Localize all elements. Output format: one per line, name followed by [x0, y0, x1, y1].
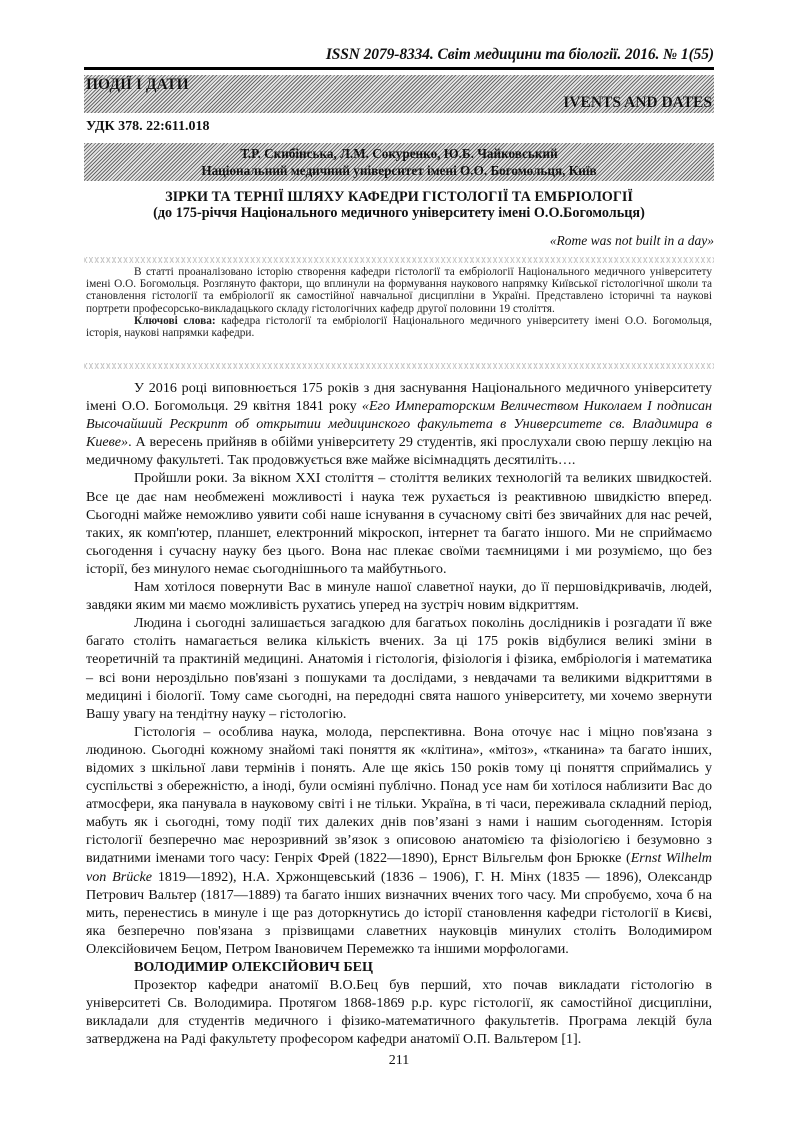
author-affiliation: Національний медичний університет імені О.О. Богомольця, Київ	[201, 163, 597, 178]
keywords-label: Ключові слова:	[134, 314, 216, 327]
paragraph-5-start: Гістологія – особлива наука, молода, перспективна. Вона оточує нас і міцно пов'язана з людиною. Сьогодні кожному знайомі такі поняття як «клітина», «мітоз», «тканина» та багато інших, відомих з шкільної лави термінів і понять. Але ще якісь 150 років тому ці поняття сприймались у суспільстві з обережністю, а іноді, були осміяні публічно. Понад усе нам би хотілося наблизити Вас до атмосфери, яка панувала в науковому світі і не тільки. Україна, в ті часи, переживала складний період, мабуть як і сьогодні, тому події тих далеких днів пов’язані з нами і нашим сьогоденням. Історія гістології безперечно має нерозривний зв’язок з описовою анатомією та фізіологією і безумовно з видатними іменами того часу: Генріх Фрей (1822—1890), Ернст Вільгельм фон Брюкке (	[86, 723, 712, 867]
abstract-text: В статті проаналізовано історію створення кафедри гістології та ембріології Національного медичного університету імені О.О. Богомольця. Розглянуто фактори, що вплинули на формування наукового напрямку Київської гістологічної школи та становлення гістології та ембріології як самостійної навчальної дисципліни в Україні. Представлено історичні та наукові портрети професорсько-викладацького складу гістологічних кафедр другої половини 19 століття.	[86, 266, 712, 315]
page-number: 211	[388, 1053, 410, 1068]
paragraph-6: Прозектор кафедри анатомії В.О.Бец був перший, хто почав викладати гістологію в університеті Св. Володимира. Протягом 1868-1869 р.р. курс гістології, як самостійної дисципліни, викладали для студентів медичного і фізико-математичного факультетів. Програма лекцій була затверджена на Раді факультету професором кафедри анатомії О.П. Вальтером [1].	[86, 977, 712, 1048]
abstract	[86, 266, 712, 339]
section-banner	[84, 75, 714, 113]
journal-header: ISSN 2079-8334. Світ медицини та біології. 2016. № 1(55)	[325, 46, 714, 63]
section-heading-bets: ВОЛОДИМИР ОЛЕКСІЙОВИЧ БЕЦ	[134, 959, 374, 975]
udk-code: УДК 378. 22:611.018	[86, 119, 210, 134]
section-title-ua: ПОДІЇ І ДАТИ	[86, 76, 189, 93]
article-title	[84, 189, 714, 221]
author-names: Т.Р. Скибінська, Л.М. Сокуренко, Ю.Б. Чайковський	[240, 146, 558, 161]
paragraph-4: Людина і сьогодні залишається загадкою для багатьох поколінь дослідників і розгадати її вже багато століть намагається велика кількість вчених. За ці 175 років відбулися великі зміни в теоретичній та практиній медицині. Анатомія і гістологія, фізіологія і фізика, ембріологія і математика – всі вони нероздільно пов'язані з пошуками та дослідами, з невдачами та великими відкриттями в медицині і біології. Тому саме сьогодні, на передодні свята нашого університету, ми хочемо звернути Вашу увагу на тендітну науку – гістологію.	[86, 615, 712, 722]
paragraph-1-start: У 2016 році виповнюється 175 років з дня заснування Національного медичного університету імені О.О. Богомольця. 29 квітня 1841 року	[86, 380, 712, 415]
keywords-text: кафедра гістології та ембріології Національного медичного університету імені О.О. Богомольця, історія, наукові напрямки кафедри.	[86, 314, 713, 340]
authors-banner	[84, 143, 714, 181]
epigraph: «Rome was not built in a day»	[549, 233, 714, 248]
header-rule	[84, 67, 714, 70]
paragraph-3: Нам хотілося повернути Вас в минуле нашої славетної науки, до її першовідкривачів, людей, завдяки яким ми маємо можливість рухатись уперед на зустріч новим відкриттям.	[86, 579, 712, 614]
keywords	[86, 315, 712, 339]
paragraph-5	[86, 723, 712, 958]
abstract-bottom-border	[84, 363, 714, 369]
abstract-top-border	[84, 257, 714, 263]
paragraph-1	[86, 379, 712, 469]
title-subtitle: (до 175-річчя Національного медичного університету імені О.О.Богомольця)	[153, 205, 645, 221]
paragraph-1-end: . А вересень прийняв в обійми університету 29 студентів, які прослухали свою першу лекцію на медичному факультеті. Так продовжується вже майже вісімнадцять десятиліть….	[86, 434, 712, 469]
paragraph-5-end: 1819—1892), Н.А. Хржонщевський (1836 – 1906), Г. Н. Мінх (1835 — 1896), Олександр Петрович Вальтер (1817—1889) та багато інших визначних вчених того часу. Ми спробуємо, хоча б на мить, перенестись в минуле і ще раз доторкнутись до історії становлення кафедри гістології в Києві, яка безперечно пов'язана з прізвищами славетних науковців минулих століть Володимиром Олексійовичем Бецом, Петром Івановичем Перемежко та іншими морфологами.	[86, 868, 712, 957]
article-body	[86, 379, 712, 1048]
section-title-en: IVENTS AND DATES	[563, 94, 712, 111]
bruecke-name: Ernst Wilhelm von Brücke	[86, 850, 712, 885]
rescript-quote: «Его Императорским Величеством Николаем I подписан Высочайший Рескрипт об открытии медицинского факультета в Университете св. Владимира в Киеве»	[86, 398, 712, 451]
paragraph-2: Пройшли роки. За вікном XXI століття – століття великих технологій та великих швидкостей. Все це дає нам необмежені можливості і наука теж рухається із реактивною швидкістю вперед. Сьогодні майже неможливо уявити собі наше існування в сучасному світі без звичайних для нас речей, таких, як комп'ютер, планшет, електронний мікроскоп, інтернет та багато іншого. Ми не сприймаємо сьогодення і сучасну науку без цього. Вона нас плекає своїми таємницями і ми розуміємо, що без історії, без минулого немає сьогоднішнього та майбутнього.	[86, 470, 712, 577]
title-main: ЗІРКИ ТА ТЕРНІЇ ШЛЯХУ КАФЕДРИ ГІСТОЛОГІЇ ТА ЕМБРІОЛОГІЇ	[165, 189, 633, 205]
